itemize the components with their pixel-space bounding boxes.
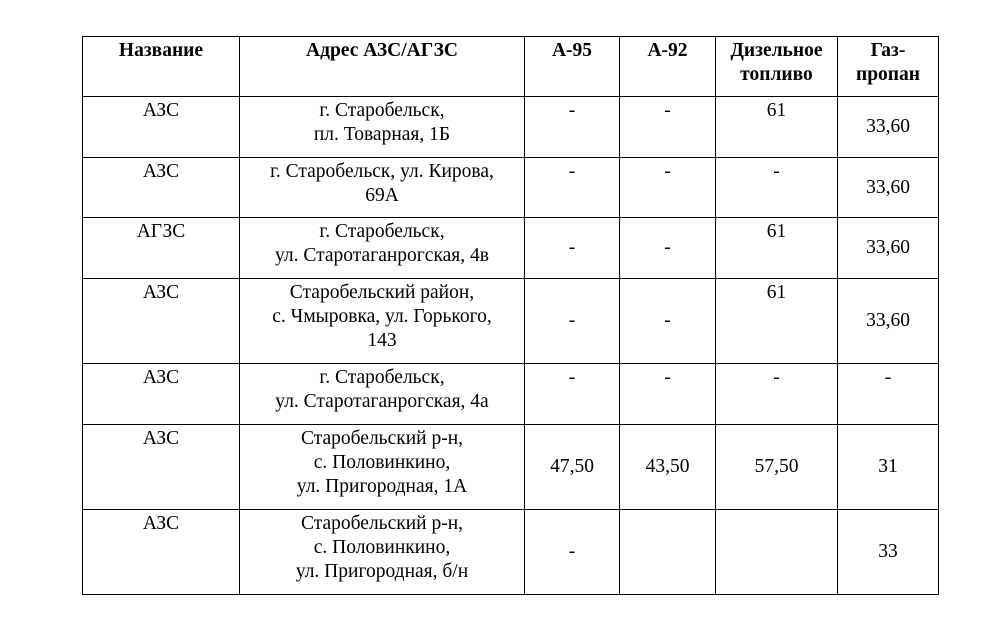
address-line: Старобельский р-н, <box>300 513 464 534</box>
cell-gas: 33,60 <box>838 97 939 158</box>
address-line: г. Старобельск, <box>319 367 445 388</box>
address-line: 143 <box>367 330 397 351</box>
cell-gas: 31 <box>838 425 939 510</box>
header-gas-line: Газ- <box>870 40 906 61</box>
cell-a95: - <box>525 364 620 425</box>
address-line: г. Старобельск, <box>319 221 445 242</box>
address-line: ул. Старотаганрогская, 4в <box>275 245 489 266</box>
header-diesel-line: Дизельное <box>730 40 823 61</box>
cell-address <box>240 425 525 510</box>
cell-name: АЗС <box>83 510 240 595</box>
header-diesel-line: топливо <box>740 64 813 85</box>
address-line: ул. Пригородная, 1А <box>296 476 468 497</box>
cell-gas: 33,60 <box>838 279 939 364</box>
header-row <box>83 37 939 97</box>
cell-address <box>240 510 525 595</box>
cell-address <box>240 364 525 425</box>
cell-diesel: 61 <box>716 218 838 279</box>
cell-diesel: 61 <box>716 279 838 364</box>
cell-a95: - <box>525 218 620 279</box>
cell-address <box>240 158 525 218</box>
address-line: с. Чмыровка, ул. Горького, <box>272 306 492 327</box>
cell-a95: 47,50 <box>525 425 620 510</box>
cell-diesel: - <box>716 158 838 218</box>
address-line: Старобельский р-н, <box>300 428 464 449</box>
table-row <box>83 510 939 595</box>
header-a92: А-92 <box>620 37 716 97</box>
table-row <box>83 364 939 425</box>
cell-diesel: 61 <box>716 97 838 158</box>
cell-address <box>240 279 525 364</box>
table-row <box>83 279 939 364</box>
cell-a92 <box>620 510 716 595</box>
header-gas-line: пропан <box>855 64 921 85</box>
cell-a92: - <box>620 279 716 364</box>
cell-name: АЗС <box>83 364 240 425</box>
header-address: Адрес АЗС/АГЗС <box>240 37 525 97</box>
cell-a95: - <box>525 158 620 218</box>
header-gas <box>838 37 939 97</box>
header-diesel <box>716 37 838 97</box>
cell-gas: - <box>838 364 939 425</box>
address-line: с. Половинкино, <box>313 452 451 473</box>
cell-gas: 33,60 <box>838 158 939 218</box>
address-line: г. Старобельск, <box>319 100 445 121</box>
cell-a92: - <box>620 364 716 425</box>
fuel-price-table <box>82 36 939 595</box>
cell-address <box>240 218 525 279</box>
cell-name: АЗС <box>83 158 240 218</box>
cell-a92: - <box>620 158 716 218</box>
address-line: г. Старобельск, ул. Кирова, <box>270 161 494 182</box>
cell-diesel: - <box>716 364 838 425</box>
cell-a92: - <box>620 97 716 158</box>
cell-a95: - <box>525 279 620 364</box>
cell-a92: 43,50 <box>620 425 716 510</box>
table-row <box>83 425 939 510</box>
cell-gas: 33 <box>838 510 939 595</box>
cell-name: АГЗС <box>83 218 240 279</box>
cell-name: АЗС <box>83 425 240 510</box>
table-row <box>83 158 939 218</box>
cell-a92: - <box>620 218 716 279</box>
cell-name: АЗС <box>83 97 240 158</box>
header-name: Название <box>83 37 240 97</box>
address-line: ул. Пригородная, б/н <box>295 561 469 582</box>
cell-gas: 33,60 <box>838 218 939 279</box>
address-line: Старобельский район, <box>289 282 475 303</box>
address-line: 69А <box>365 185 399 206</box>
cell-a95: - <box>525 97 620 158</box>
cell-diesel <box>716 510 838 595</box>
address-line: пл. Товарная, 1Б <box>313 124 451 145</box>
cell-diesel: 57,50 <box>716 425 838 510</box>
cell-a95: - <box>525 510 620 595</box>
header-a95: А-95 <box>525 37 620 97</box>
address-line: ул. Старотаганрогская, 4а <box>275 391 489 412</box>
table-row <box>83 97 939 158</box>
address-line: с. Половинкино, <box>313 537 451 558</box>
cell-address <box>240 97 525 158</box>
cell-name: АЗС <box>83 279 240 364</box>
table-row <box>83 218 939 279</box>
